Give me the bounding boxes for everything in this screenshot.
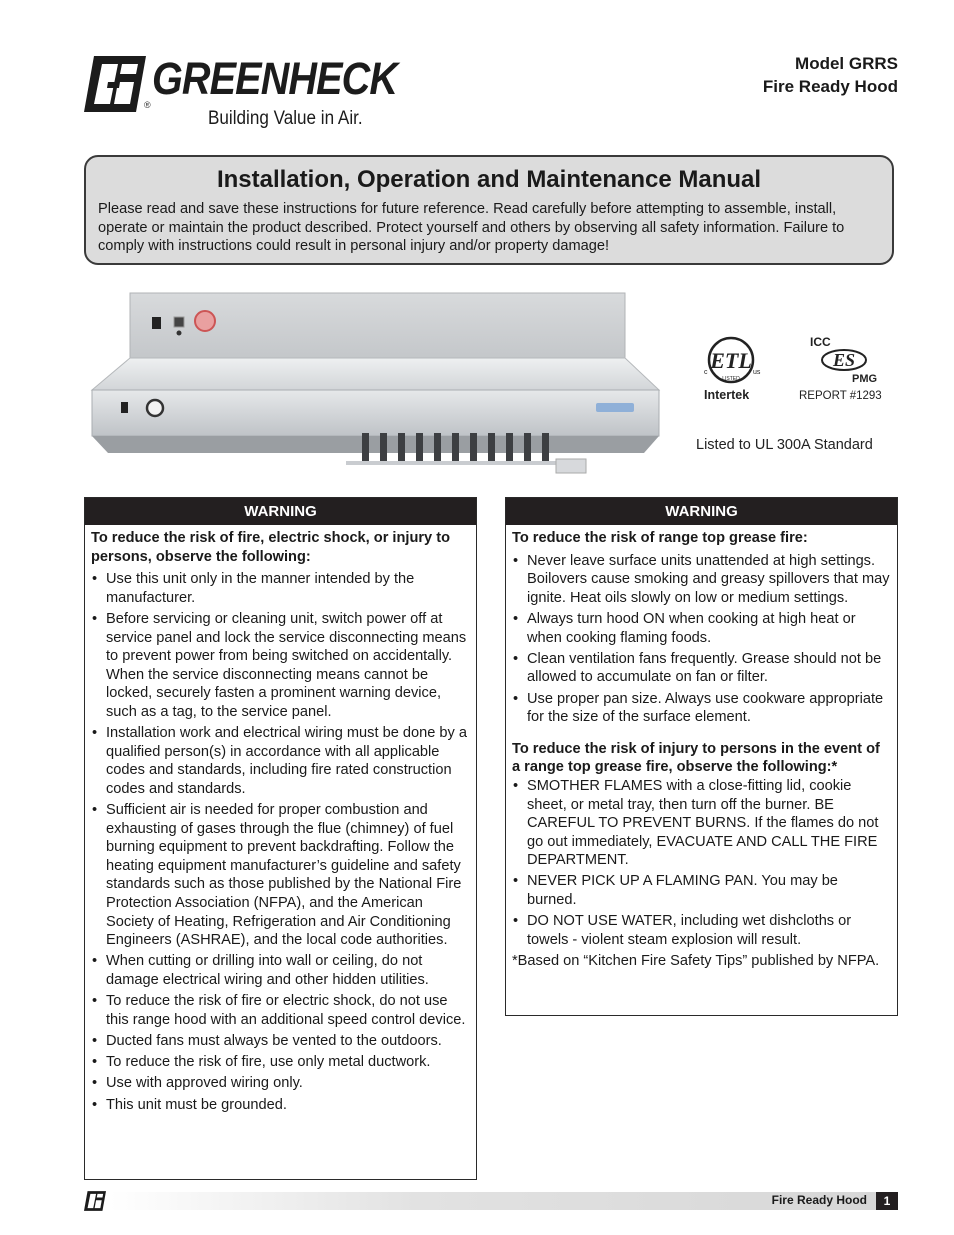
list-item: • To reduce the risk of fire or electric shock, do not use this range hood with an additional speed control device. — [91, 992, 470, 1029]
warning-list — [91, 570, 470, 1114]
list-item: • Installation work and electrical wiring must be done by a qualified person(s) in accordance with all applicable codes and standards, including fire rated construction codes and standards. — [91, 724, 470, 798]
list-item: • Ducted fans must always be vented to the outdoors. — [91, 1032, 470, 1051]
svg-text:ICC: ICC — [810, 335, 831, 349]
report-number: REPORT #1293 — [799, 390, 882, 402]
warning-heading: WARNING — [85, 498, 476, 525]
list-item: • Use with approved wiring only. — [91, 1074, 470, 1093]
page-number: 1 — [876, 1192, 898, 1210]
list-item: • To reduce the risk of fire, use only metal ductwork. — [91, 1053, 470, 1072]
page-title: Installation, Operation and Maintenance Manual — [216, 166, 762, 193]
banner-text: Please read and save these instructions for future reference. Read carefully before attempting to assemble, install, operate or maintain the product described. Protect yourself and others by observing all safety information. Failure to comply with instructions could result in personal injury and/or property damage! — [98, 201, 845, 254]
greenheck-logo-icon — [84, 56, 146, 112]
warning-heading: WARNING — [506, 498, 897, 525]
brand-name: GREENHECK — [152, 53, 398, 104]
registered-mark: ® — [144, 100, 151, 110]
list-item: • Never leave surface units unattended at high settings. Boilovers cause smoking and greasy spillovers that may ignite. Heat oils slowly on low or medium settings. — [512, 552, 891, 608]
greenheck-logo — [84, 54, 404, 134]
icc-es-pmg-mark-icon — [804, 334, 884, 386]
list-item: • Use proper pan size. Always use cookware appropriate for the size of the surface element. — [512, 690, 891, 727]
svg-text:us: us — [753, 369, 761, 376]
list-item: • This unit must be grounded. — [91, 1096, 470, 1115]
svg-text:ETL: ETL — [710, 348, 752, 373]
list-item: • Before servicing or cleaning unit, switch power off at service panel and lock the service disconnecting means to prevent power from being switched on accidentally. When the service disconnecting means cannot be locked, securely fasten a prominent warning device, such as a tag, to the service panel. — [91, 610, 470, 722]
warning-box-left — [84, 497, 477, 1180]
greenheck-logo-icon — [84, 1191, 106, 1211]
warning-intro: To reduce the risk of fire, electric shock, or injury to persons, observe the following: — [91, 530, 450, 565]
brand-tagline: Building Value in Air. — [208, 108, 363, 129]
svg-text:ES: ES — [832, 350, 856, 370]
svg-text:LISTED: LISTED — [722, 376, 740, 382]
footer-bar — [110, 1192, 876, 1210]
range-hood-photo — [84, 283, 672, 485]
list-item: • Clean ventilation fans frequently. Grease should not be allowed to accumulate on fan or filter. — [512, 650, 891, 687]
list-item: • Use this unit only in the manner intended by the manufacturer. — [91, 570, 470, 607]
footer-title: Fire Ready Hood — [771, 1193, 867, 1207]
product-name: Fire Ready Hood — [762, 77, 898, 96]
warning-list — [512, 552, 891, 727]
warning-intro-secondary: To reduce the risk of injury to persons in the event of a range top grease fire, observe the following:* — [512, 740, 880, 776]
list-item: • SMOTHER FLAMES with a close-fitting lid, cookie sheet, or metal tray, then turn off the burner. BE CAREFUL TO PREVENT BURNS. If the flames do not go out immediately, EVACUATE AND CALL THE FIRE DEPARTMENT. — [512, 777, 891, 870]
list-item: • NEVER PICK UP A FLAMING PAN. You may be burned. — [512, 872, 891, 909]
list-item: • When cutting or drilling into wall or ceiling, do not damage electrical wiring and other hidden utilities. — [91, 952, 470, 989]
warning-intro: To reduce the risk of range top grease fire: — [512, 530, 808, 546]
warning-box-right — [505, 497, 898, 1016]
model-info — [763, 52, 898, 98]
list-item: • Always turn hood ON when cooking at high heat or when cooking flaming foods. — [512, 610, 891, 647]
list-item: • DO NOT USE WATER, including wet dishcloths or towels - violent steam explosion will result. — [512, 912, 891, 949]
svg-text:PMG: PMG — [852, 373, 878, 385]
svg-text:c: c — [704, 369, 708, 376]
list-item: • Sufficient air is needed for proper combustion and exhausting of gases through the flue (chimney) of fuel burning equipment to prevent backdrafting. Follow the heating equipment manufacturer’s guideline and safety standards such as those published by the National Fire Protection Association (NFPA), and the American Society of Heating, Refrigeration and Air Conditioning Engineers (ASHRAE), and the local code authorities. — [91, 801, 470, 950]
intertek-label: Intertek — [704, 388, 750, 402]
footnote: *Based on “Kitchen Fire Safety Tips” published by NFPA. — [512, 953, 880, 970]
warning-list-secondary — [512, 777, 891, 950]
manual-banner — [84, 155, 894, 265]
ul-listed-text: Listed to UL 300A Standard — [696, 437, 873, 453]
model-name: Model GRRS — [795, 54, 898, 73]
